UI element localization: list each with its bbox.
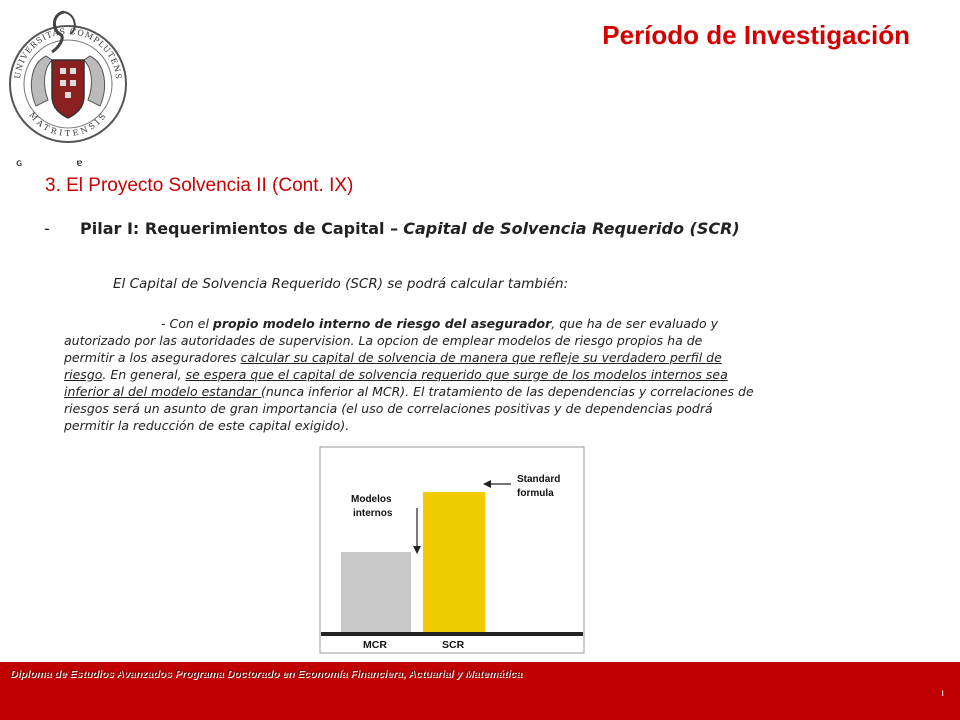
body-line-5 [64, 383, 924, 400]
intro-text: El Capital de Solvencia Requerido (SCR) se podrá calcular también: [113, 276, 569, 292]
capital-comparison-figure [319, 446, 585, 654]
figure-svg [319, 446, 585, 654]
label-models-1: Modelos [351, 494, 392, 505]
text-span: - Con el [161, 316, 213, 331]
mcr-bar [341, 552, 411, 634]
page-title: Período de Investigación [602, 20, 910, 50]
underlined-text: calcular su capital de solvencia de manera que refleje su verdadero perfil de [240, 350, 722, 365]
pillar-italic-text: Capital de Solvencia Requerido (SCR) [403, 219, 740, 238]
section-heading: 3. El Proyecto Solvencia II (Cont. IX) [45, 175, 354, 196]
body-line-7: permitir la reducción de este capital exigido). [64, 418, 350, 433]
emphasis-text: propio modelo interno de riesgo del asegurador [212, 316, 552, 331]
body-line-1 [64, 315, 924, 332]
scr-bar [423, 492, 485, 634]
text-span: nunca inferior al MCR). El tratamiento de las dependencias y correlaciones de [265, 384, 754, 399]
text-span: permitir a los aseguradores [64, 350, 241, 365]
body-paragraph [64, 315, 924, 434]
logo-caption-fragment: ɢ ɐ [16, 158, 83, 169]
mcr-label: MCR [363, 639, 387, 651]
underlined-text: se espera que el capital de solvencia requerido que surge de los modelos internos sea [185, 367, 728, 382]
body-line-6: riesgos será un asunto de gran importancia (el uso de correlaciones positivas y de dependencias podrá [64, 401, 713, 416]
bullet-dash: - [44, 219, 50, 238]
seal-icon [6, 4, 130, 154]
text-span: . En general, [102, 367, 186, 382]
scr-label: SCR [442, 639, 465, 651]
underlined-text: inferior al del modelo estandar ( [64, 384, 266, 399]
label-standard-2: formula [517, 488, 554, 499]
underlined-text: riesgo [64, 367, 103, 382]
pillar-heading [44, 219, 740, 238]
body-line-3 [64, 349, 924, 366]
svg-text:UNIVERSITAS COMPLUTENSIS: UNIVERSITAS COMPLUTENS [13, 26, 124, 81]
footer-mark: ı [941, 688, 944, 699]
footer-text: Diploma de Estudios Avanzados Programa Doctorado en Economía Financiera, Actuarial y Matemática [10, 668, 523, 680]
svg-text:MATRITENSIS: MATRITENSIS [27, 109, 110, 139]
body-line-2: autorizado por las autoridades de supervision. La opcion de emplear modelos de riesgo propios ha de [64, 333, 703, 348]
label-standard-1: Standard [517, 474, 561, 485]
body-line-4 [64, 366, 924, 383]
footer-bar [0, 662, 960, 720]
university-seal-logo [6, 4, 130, 154]
text-span: , que ha de ser evaluado y [551, 316, 718, 331]
pillar-bold-text: Pilar I: Requerimientos de Capital – [80, 219, 399, 238]
label-models-2: internos [353, 508, 393, 519]
